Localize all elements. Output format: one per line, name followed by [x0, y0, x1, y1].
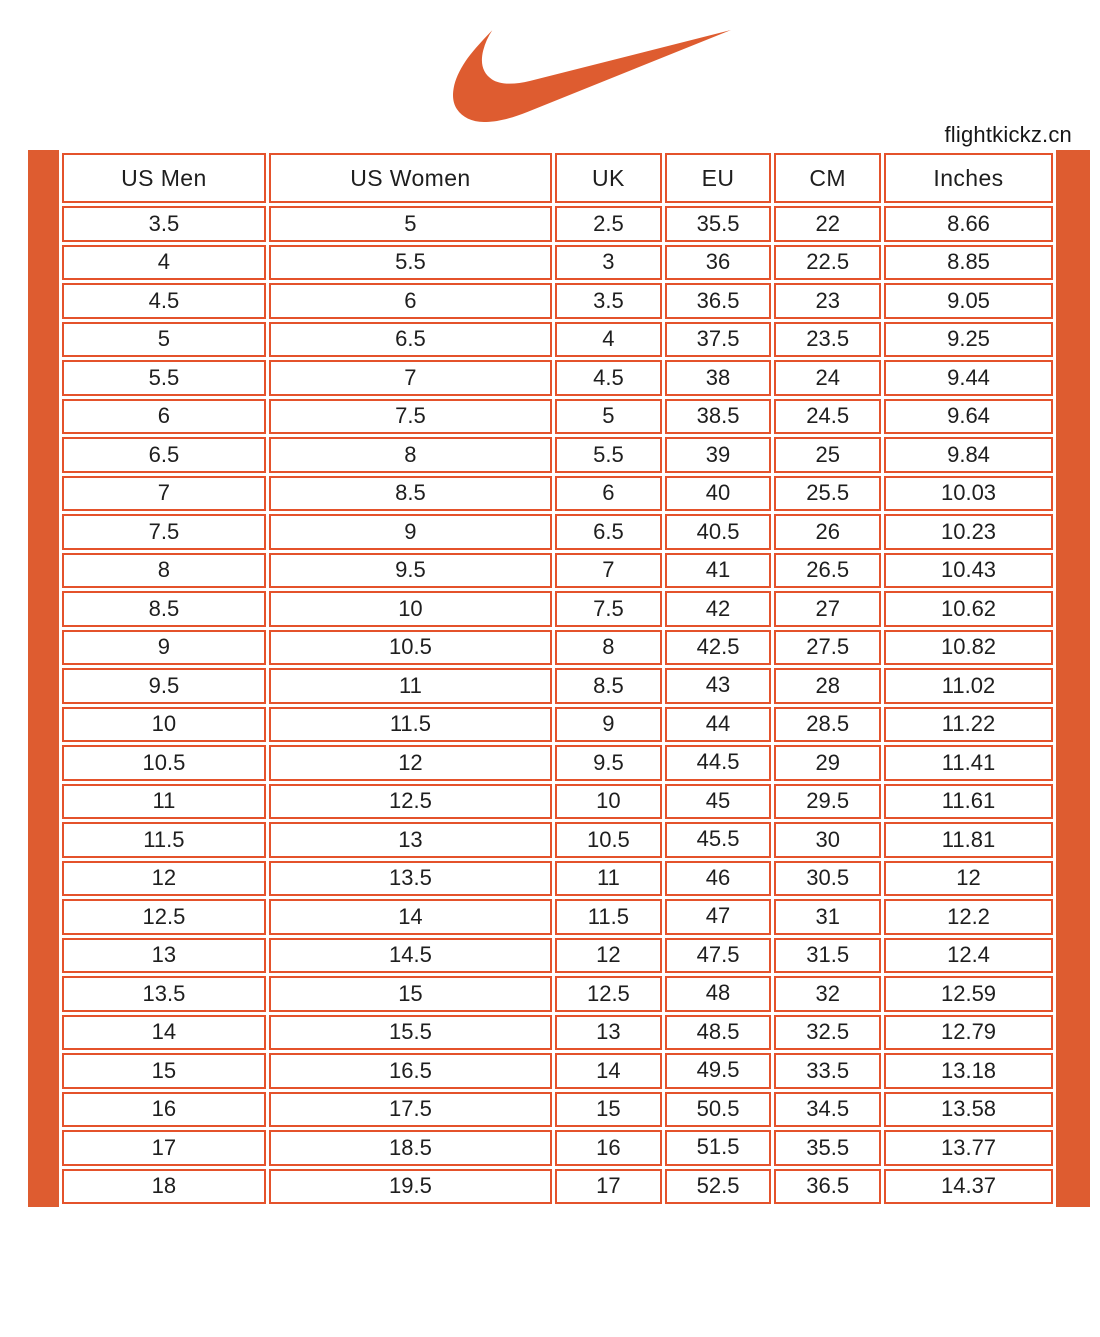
- size-cell: 32: [774, 976, 881, 1012]
- size-cell: 23.5: [774, 322, 881, 358]
- size-cell: 9: [62, 630, 266, 666]
- size-cell: 8.66: [884, 206, 1053, 242]
- size-cell: 38: [665, 360, 772, 396]
- size-cell: 25.5: [774, 476, 881, 512]
- size-cell: 10: [555, 784, 662, 820]
- size-cell: 9.05: [884, 283, 1053, 319]
- size-cell: 14: [555, 1053, 662, 1089]
- size-table: [59, 150, 1056, 1207]
- size-cell: 49.5: [665, 1053, 772, 1089]
- size-cell: 41: [665, 553, 772, 589]
- size-cell: 5: [555, 399, 662, 435]
- size-cell: 14.5: [269, 938, 552, 974]
- column-header: US Men: [62, 153, 266, 203]
- size-cell: 17: [555, 1169, 662, 1205]
- size-cell: 36.5: [665, 283, 772, 319]
- size-cell: 11: [269, 668, 552, 704]
- size-cell: 4: [555, 322, 662, 358]
- right-accent-bar: [1056, 150, 1090, 1207]
- size-cell: 17: [62, 1130, 266, 1166]
- size-cell: 5.5: [62, 360, 266, 396]
- size-cell: 8.85: [884, 245, 1053, 281]
- size-cell: 47: [665, 899, 772, 935]
- size-cell: 13.77: [884, 1130, 1053, 1166]
- size-cell: 48: [665, 976, 772, 1012]
- table-row: [62, 938, 1053, 974]
- size-cell: 15: [269, 976, 552, 1012]
- size-cell: 7.5: [555, 591, 662, 627]
- column-header: EU: [665, 153, 772, 203]
- size-cell: 11: [62, 784, 266, 820]
- table-row: [62, 476, 1053, 512]
- size-cell: 13.5: [269, 861, 552, 897]
- size-cell: 10.5: [62, 745, 266, 781]
- size-cell: 8.5: [269, 476, 552, 512]
- table-row: [62, 591, 1053, 627]
- size-cell: 36.5: [774, 1169, 881, 1205]
- size-cell: 9.5: [62, 668, 266, 704]
- table-row: [62, 976, 1053, 1012]
- size-cell: 16: [555, 1130, 662, 1166]
- size-cell: 27: [774, 591, 881, 627]
- size-cell: 7: [62, 476, 266, 512]
- table-row: [62, 283, 1053, 319]
- size-cell: 5.5: [269, 245, 552, 281]
- table-row: [62, 668, 1053, 704]
- size-cell: 29.5: [774, 784, 881, 820]
- size-cell: 11.5: [555, 899, 662, 935]
- size-cell: 9.5: [269, 553, 552, 589]
- size-cell: 43: [665, 668, 772, 704]
- column-header: CM: [774, 153, 881, 203]
- size-cell: 6.5: [269, 322, 552, 358]
- size-cell: 27.5: [774, 630, 881, 666]
- size-cell: 10.43: [884, 553, 1053, 589]
- size-cell: 3.5: [62, 206, 266, 242]
- table-body: [62, 206, 1053, 1204]
- size-cell: 8: [555, 630, 662, 666]
- size-cell: 4: [62, 245, 266, 281]
- size-cell: 40.5: [665, 514, 772, 550]
- size-cell: 26.5: [774, 553, 881, 589]
- size-cell: 11.61: [884, 784, 1053, 820]
- size-cell: 7: [269, 360, 552, 396]
- header-row: [62, 153, 1053, 203]
- size-cell: 12.5: [62, 899, 266, 935]
- size-cell: 10: [269, 591, 552, 627]
- table-row: [62, 899, 1053, 935]
- size-cell: 7: [555, 553, 662, 589]
- size-cell: 25: [774, 437, 881, 473]
- table-row: [62, 1092, 1053, 1128]
- size-cell: 10: [62, 707, 266, 743]
- size-cell: 6.5: [62, 437, 266, 473]
- size-cell: 13: [269, 822, 552, 858]
- size-cell: 8: [269, 437, 552, 473]
- site-label: flightkickz.cn: [944, 122, 1072, 147]
- size-cell: 42: [665, 591, 772, 627]
- table-row: [62, 861, 1053, 897]
- size-cell: 10.23: [884, 514, 1053, 550]
- size-cell: 6.5: [555, 514, 662, 550]
- size-cell: 9: [269, 514, 552, 550]
- size-cell: 15.5: [269, 1015, 552, 1051]
- size-cell: 11.41: [884, 745, 1053, 781]
- size-cell: 13.18: [884, 1053, 1053, 1089]
- column-header: Inches: [884, 153, 1053, 203]
- size-cell: 28: [774, 668, 881, 704]
- size-cell: 22: [774, 206, 881, 242]
- size-cell: 12: [555, 938, 662, 974]
- size-cell: 9.84: [884, 437, 1053, 473]
- table-row: [62, 745, 1053, 781]
- size-cell: 8.5: [555, 668, 662, 704]
- left-accent-bar: [28, 150, 59, 1207]
- nike-swoosh-icon: [453, 30, 731, 122]
- size-cell: 2.5: [555, 206, 662, 242]
- size-cell: 44: [665, 707, 772, 743]
- size-cell: 34.5: [774, 1092, 881, 1128]
- size-cell: 29: [774, 745, 881, 781]
- size-cell: 9.44: [884, 360, 1053, 396]
- table-row: [62, 399, 1053, 435]
- size-cell: 12: [269, 745, 552, 781]
- size-cell: 9.64: [884, 399, 1053, 435]
- size-cell: 46: [665, 861, 772, 897]
- table-row: [62, 206, 1053, 242]
- size-cell: 11.02: [884, 668, 1053, 704]
- size-cell: 11.81: [884, 822, 1053, 858]
- size-cell: 35.5: [665, 206, 772, 242]
- size-cell: 52.5: [665, 1169, 772, 1205]
- table-row: [62, 360, 1053, 396]
- size-cell: 10.5: [555, 822, 662, 858]
- size-cell: 14.37: [884, 1169, 1053, 1205]
- size-cell: 14: [62, 1015, 266, 1051]
- table-row: [62, 822, 1053, 858]
- size-cell: 11.5: [62, 822, 266, 858]
- size-cell: 50.5: [665, 1092, 772, 1128]
- size-cell: 12.5: [555, 976, 662, 1012]
- size-cell: 36: [665, 245, 772, 281]
- size-cell: 14: [269, 899, 552, 935]
- size-cell: 6: [555, 476, 662, 512]
- size-cell: 5: [62, 322, 266, 358]
- size-cell: 4.5: [555, 360, 662, 396]
- size-cell: 7.5: [269, 399, 552, 435]
- table-row: [62, 322, 1053, 358]
- size-cell: 5.5: [555, 437, 662, 473]
- size-cell: 28.5: [774, 707, 881, 743]
- size-cell: 47.5: [665, 938, 772, 974]
- size-cell: 3: [555, 245, 662, 281]
- size-cell: 13: [62, 938, 266, 974]
- size-cell: 42.5: [665, 630, 772, 666]
- size-cell: 12.5: [269, 784, 552, 820]
- table-row: [62, 707, 1053, 743]
- size-cell: 12.59: [884, 976, 1053, 1012]
- size-cell: 17.5: [269, 1092, 552, 1128]
- size-cell: 16: [62, 1092, 266, 1128]
- table-row: [62, 1015, 1053, 1051]
- table-row: [62, 514, 1053, 550]
- size-cell: 9.25: [884, 322, 1053, 358]
- size-chart: [28, 150, 1090, 1207]
- size-cell: 9: [555, 707, 662, 743]
- size-cell: 30: [774, 822, 881, 858]
- size-cell: 16.5: [269, 1053, 552, 1089]
- table-row: [62, 437, 1053, 473]
- table-row: [62, 1130, 1053, 1166]
- table-row: [62, 1053, 1053, 1089]
- size-cell: 23: [774, 283, 881, 319]
- table-row: [62, 784, 1053, 820]
- size-cell: 12.79: [884, 1015, 1053, 1051]
- size-cell: 51.5: [665, 1130, 772, 1166]
- size-cell: 13.58: [884, 1092, 1053, 1128]
- size-cell: 7.5: [62, 514, 266, 550]
- size-cell: 12: [62, 861, 266, 897]
- size-cell: 37.5: [665, 322, 772, 358]
- size-cell: 39: [665, 437, 772, 473]
- size-cell: 12.2: [884, 899, 1053, 935]
- swoosh-path: [453, 30, 731, 122]
- size-cell: 35.5: [774, 1130, 881, 1166]
- size-cell: 32.5: [774, 1015, 881, 1051]
- size-cell: 6: [269, 283, 552, 319]
- size-cell: 13.5: [62, 976, 266, 1012]
- table-row: [62, 245, 1053, 281]
- column-header: US Women: [269, 153, 552, 203]
- size-cell: 12: [884, 861, 1053, 897]
- size-cell: 9.5: [555, 745, 662, 781]
- size-cell: 15: [555, 1092, 662, 1128]
- size-cell: 24.5: [774, 399, 881, 435]
- size-cell: 22.5: [774, 245, 881, 281]
- size-cell: 48.5: [665, 1015, 772, 1051]
- size-cell: 15: [62, 1053, 266, 1089]
- size-cell: 5: [269, 206, 552, 242]
- table-row: [62, 553, 1053, 589]
- size-cell: 19.5: [269, 1169, 552, 1205]
- size-cell: 10.82: [884, 630, 1053, 666]
- size-cell: 11: [555, 861, 662, 897]
- size-cell: 30.5: [774, 861, 881, 897]
- size-cell: 44.5: [665, 745, 772, 781]
- size-cell: 8: [62, 553, 266, 589]
- size-cell: 10.03: [884, 476, 1053, 512]
- size-cell: 45.5: [665, 822, 772, 858]
- size-cell: 18.5: [269, 1130, 552, 1166]
- size-cell: 12.4: [884, 938, 1053, 974]
- table-head: [62, 153, 1053, 203]
- size-cell: 24: [774, 360, 881, 396]
- size-cell: 10.62: [884, 591, 1053, 627]
- size-cell: 18: [62, 1169, 266, 1205]
- size-cell: 26: [774, 514, 881, 550]
- size-cell: 4.5: [62, 283, 266, 319]
- size-cell: 13: [555, 1015, 662, 1051]
- size-cell: 40: [665, 476, 772, 512]
- size-cell: 31: [774, 899, 881, 935]
- size-cell: 45: [665, 784, 772, 820]
- size-cell: 11.22: [884, 707, 1053, 743]
- logo-row: [0, 0, 1100, 122]
- size-cell: 31.5: [774, 938, 881, 974]
- size-cell: 3.5: [555, 283, 662, 319]
- table-row: [62, 1169, 1053, 1205]
- size-cell: 33.5: [774, 1053, 881, 1089]
- size-cell: 10.5: [269, 630, 552, 666]
- table-row: [62, 630, 1053, 666]
- size-cell: 8.5: [62, 591, 266, 627]
- size-cell: 11.5: [269, 707, 552, 743]
- size-cell: 6: [62, 399, 266, 435]
- size-cell: 38.5: [665, 399, 772, 435]
- column-header: UK: [555, 153, 662, 203]
